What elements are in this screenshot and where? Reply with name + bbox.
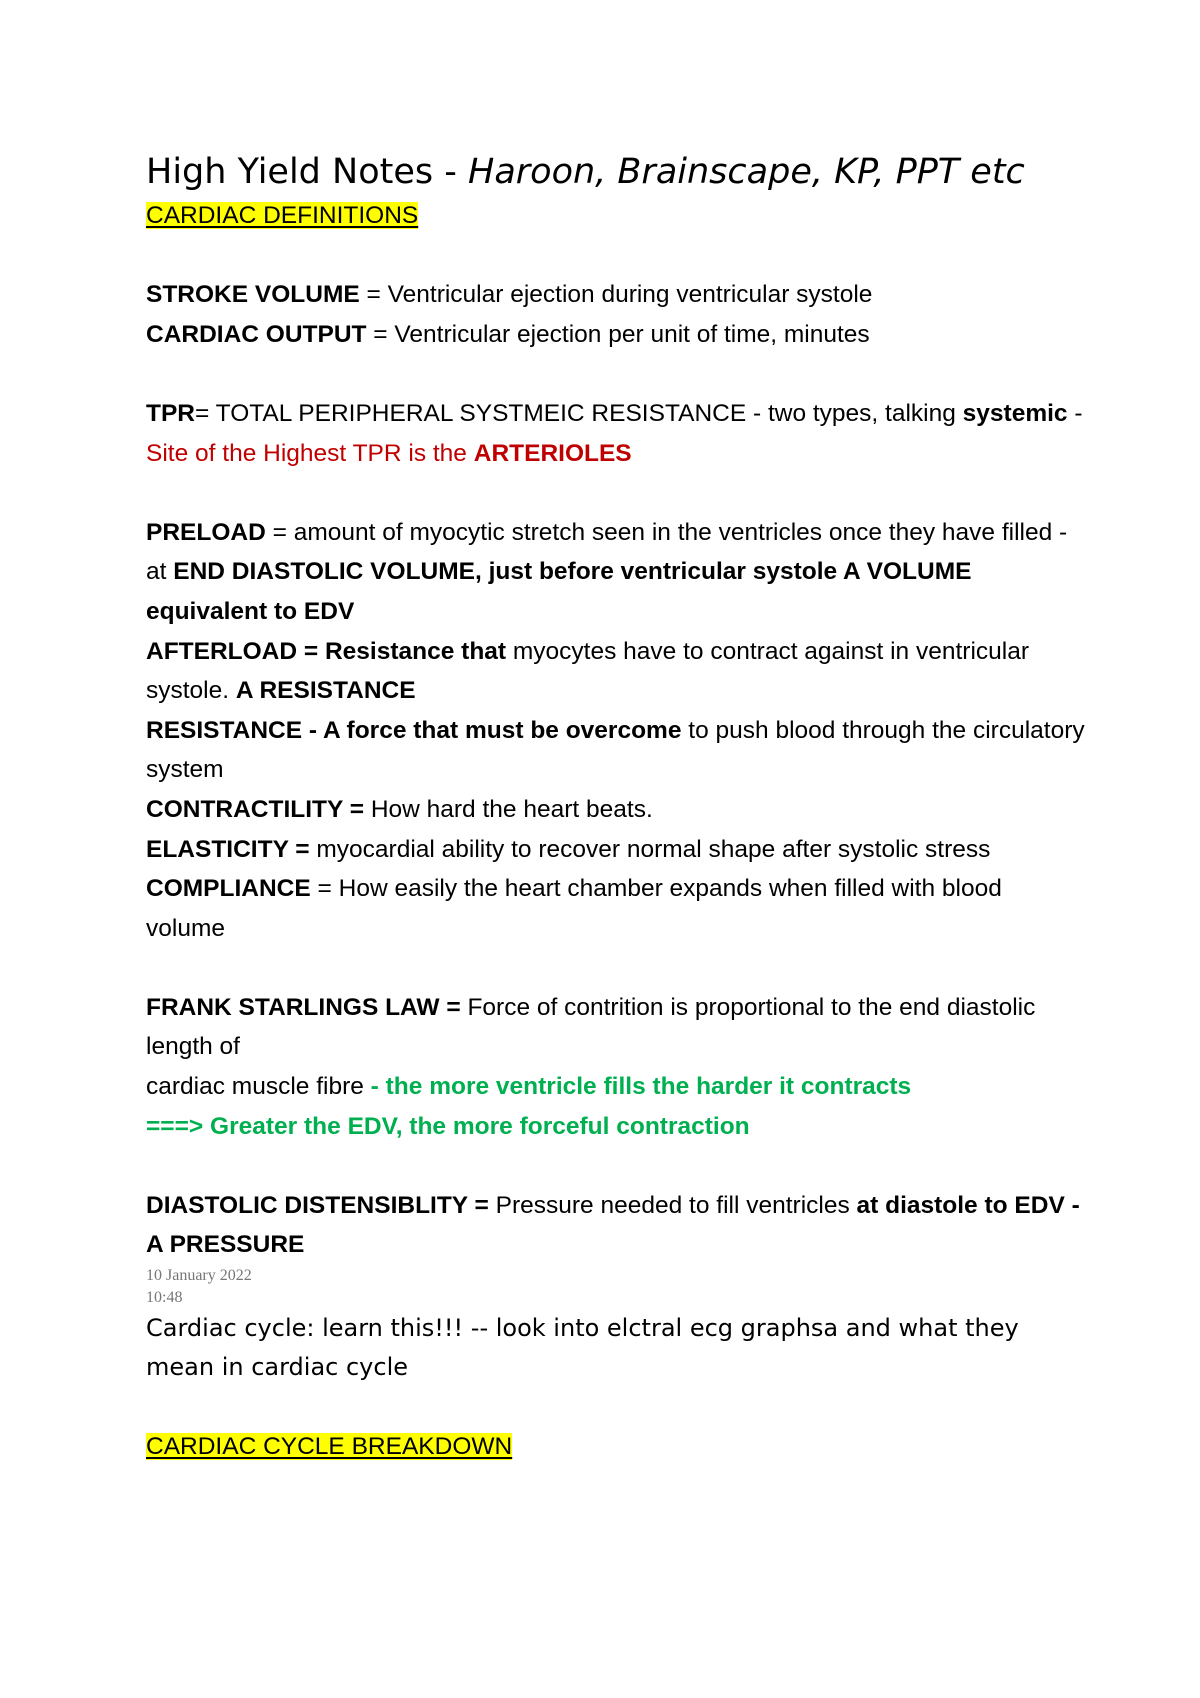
definition-text: Force of contrition is proportional to the end diastolic length of [146,993,1036,1061]
note-time: 10:48 [146,1289,183,1307]
term-label: COMPLIANCE [146,875,311,903]
document-title [146,148,1086,196]
term-label: ELASTICITY = [146,835,310,863]
dash-text: - [1067,399,1083,427]
afterload-bold-text: A RESISTANCE [235,677,416,705]
note-date: 10 January 2022 [146,1267,252,1285]
definition-diastolic-distensibility [146,1186,1086,1265]
term-label: TPR [146,399,195,427]
section-heading-cardiac-cycle-breakdown [146,1427,1086,1467]
definition-stroke-volume [146,275,1086,315]
definition-frank-starling [146,988,1086,1067]
line2-green-text: - the more ventricle fills the harder it contracts [370,1073,912,1101]
section-heading-text: CARDIAC CYCLE BREAKDOWN [146,1432,513,1460]
definition-cardiac-output [146,315,1086,355]
definition-text: myocardial ability to recover normal shape after systolic stress [309,835,991,863]
title-plain: High Yield Notes - [146,152,468,192]
frank-starling-line3 [146,1107,1086,1147]
definition-elasticity [146,830,1086,870]
definition-text: = amount of myocytic stretch seen in the ventricles once they have filled - at [146,518,1068,586]
definition-afterload [146,632,1086,711]
definition-contractility [146,790,1086,830]
term-label: RESISTANCE - A force that must be overcome [146,716,682,744]
term-label: STROKE VOLUME [146,281,360,309]
definition-text: = Ventricular ejection during ventricular systole [359,281,873,309]
term-label: PRELOAD [146,518,266,546]
term-label: CONTRACTILITY = [146,795,371,823]
definition-text: = Ventricular ejection per unit of time, minutes [366,320,870,348]
definition-text: Pressure needed to fill ventricles [488,1191,857,1219]
definition-text: myocytes have to contract against in ventricular systole. [146,637,1030,705]
preload-bold-text: END DIASTOLIC VOLUME, just before ventricular systole A VOLUME equivalent to EDV [146,558,972,625]
term-label: FRANK STARLINGS LAW = [146,993,461,1021]
definition-text: to push blood through the circulatory system [146,716,1085,784]
blank-line [146,236,1086,276]
document-page [146,148,1086,1466]
definition-text: = How easily the heart chamber expands when filled with blood volume [146,875,1002,942]
blank-line [146,1146,1086,1186]
term-label: CARDIAC OUTPUT [146,320,367,348]
line3-green-text: ===> Greater the EDV, the more forceful contraction [146,1112,750,1140]
term-label: DIASTOLIC DISTENSIBLITY = [146,1191,489,1219]
blank-line [146,948,1086,988]
section-heading-text: CARDIAC DEFINITIONS [146,202,419,229]
tpr-highlight-text: Site of the Highest TPR is the [146,439,474,467]
section-heading-cardiac-definitions [146,196,1086,236]
definition-tpr [146,394,1086,473]
distensibility-bold-text: at diastole to EDV - A PRESSURE [146,1191,1080,1259]
line2-plain-text: cardiac muscle fibre [146,1073,371,1101]
blank-line [146,473,1086,513]
blank-line [146,354,1086,394]
blank-line [146,1387,1086,1427]
term-label: AFTERLOAD = Resistance that [146,637,507,665]
definition-text: = TOTAL PERIPHERAL SYSTMEIC RESISTANCE - two types, talking [195,399,963,427]
definition-resistance [146,711,1086,790]
definition-preload [146,513,1086,632]
frank-starling-line2 [146,1067,1086,1107]
definition-compliance [146,869,1086,948]
title-italic: Haroon, Brainscape, KP, PPT etc [468,152,1025,192]
tpr-highlight-bold: ARTERIOLES [473,439,632,467]
definition-text: How hard the heart beats. [370,795,653,823]
cardiac-cycle-note: Cardiac cycle: learn this!!! -- look into elctral ecg graphsa and what they mean in cardiac cycle [146,1314,1019,1382]
systemic-label: systemic [962,399,1068,427]
